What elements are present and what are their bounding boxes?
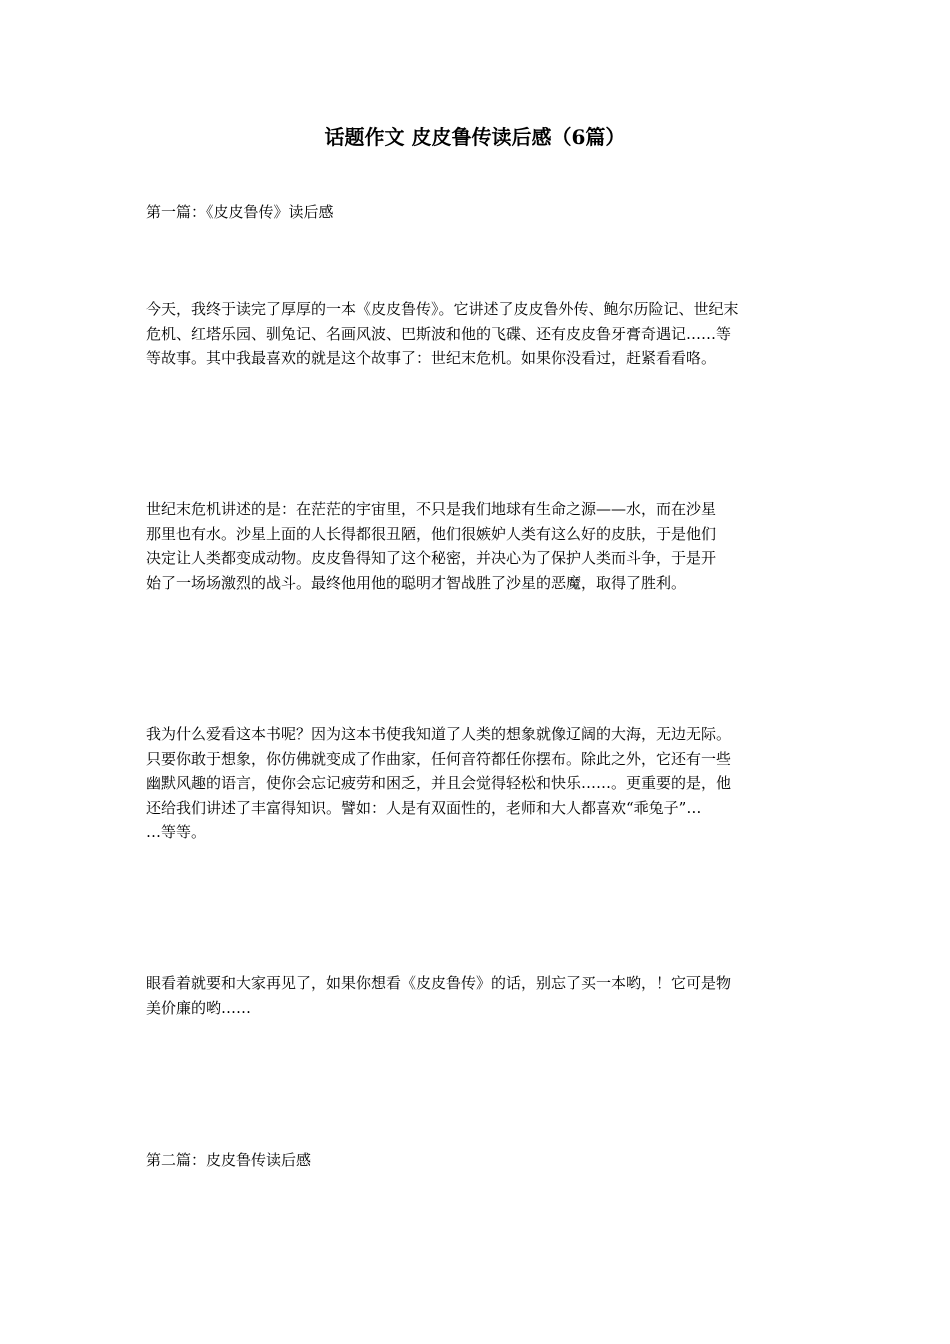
section-heading-1: 第一篇：《皮皮鲁传》读后感 xyxy=(146,203,334,221)
paragraph-line: 决定让人类都变成动物。皮皮鲁得知了这个秘密，并决心为了保护人类而斗争，于是开 xyxy=(146,549,717,567)
paragraph-line: 幽默风趣的语言，使你会忘记疲劳和困乏，并且会觉得轻松和快乐……。更重要的是，他 xyxy=(146,774,732,792)
paragraph-line: 始了一场场激烈的战斗。最终他用他的聪明才智战胜了沙星的恶魔，取得了胜利。 xyxy=(146,573,687,592)
paragraph-4 xyxy=(146,971,810,1020)
paragraph-line: 我为什么爱看这本书呢？因为这本书使我知道了人类的想象就像辽阔的大海，无边无际。 xyxy=(146,725,732,743)
paragraph-line: 美价廉的哟…… xyxy=(146,998,252,1017)
paragraph-line: 世纪末危机讲述的是：在茫茫的宇宙里，不只是我们地球有生命之源——水，而在沙星 xyxy=(146,500,717,518)
paragraph-line: 还给我们讲述了丰富得知识。譬如：人是有双面性的，老师和大人都喜欢“乖兔子”… xyxy=(146,798,702,817)
paragraph-line: 今天，我终于读完了厚厚的一本《皮皮鲁传》。它讲述了皮皮鲁外传、鲍尔历险记、世纪末 xyxy=(146,300,739,318)
section-heading-2: 第二篇：皮皮鲁传读后感 xyxy=(146,1151,312,1169)
paragraph-1 xyxy=(146,297,810,371)
paragraph-line: 眼看着就要和大家再见了，如果你想看《皮皮鲁传》的话，别忘了买一本哟，！它可是物 xyxy=(146,974,732,992)
paragraph-line: …等等。 xyxy=(146,823,207,841)
paragraph-line: 等故事。其中我最喜欢的就是这个故事了：世纪末危机。如果你没看过，赶紧看看咯。 xyxy=(146,349,717,367)
paragraph-line: 危机、红塔乐园、驯兔记、名画风波、巴斯波和他的飞碟、还有皮皮鲁牙膏奇遇记……等 xyxy=(146,324,732,343)
paragraph-line: 那里也有水。沙星上面的人长得都很丑陋，他们很嫉妒人类有这么好的皮肤，于是他们 xyxy=(146,524,717,543)
paragraph-line: 只要你敢于想象，你仿佛就变成了作曲家，任何音符都任你摆布。除此之外，它还有一些 xyxy=(146,749,732,768)
document-title: 话题作文 皮皮鲁传读后感（6篇） xyxy=(324,125,626,149)
paragraph-3 xyxy=(146,722,810,845)
paragraph-2 xyxy=(146,497,810,595)
